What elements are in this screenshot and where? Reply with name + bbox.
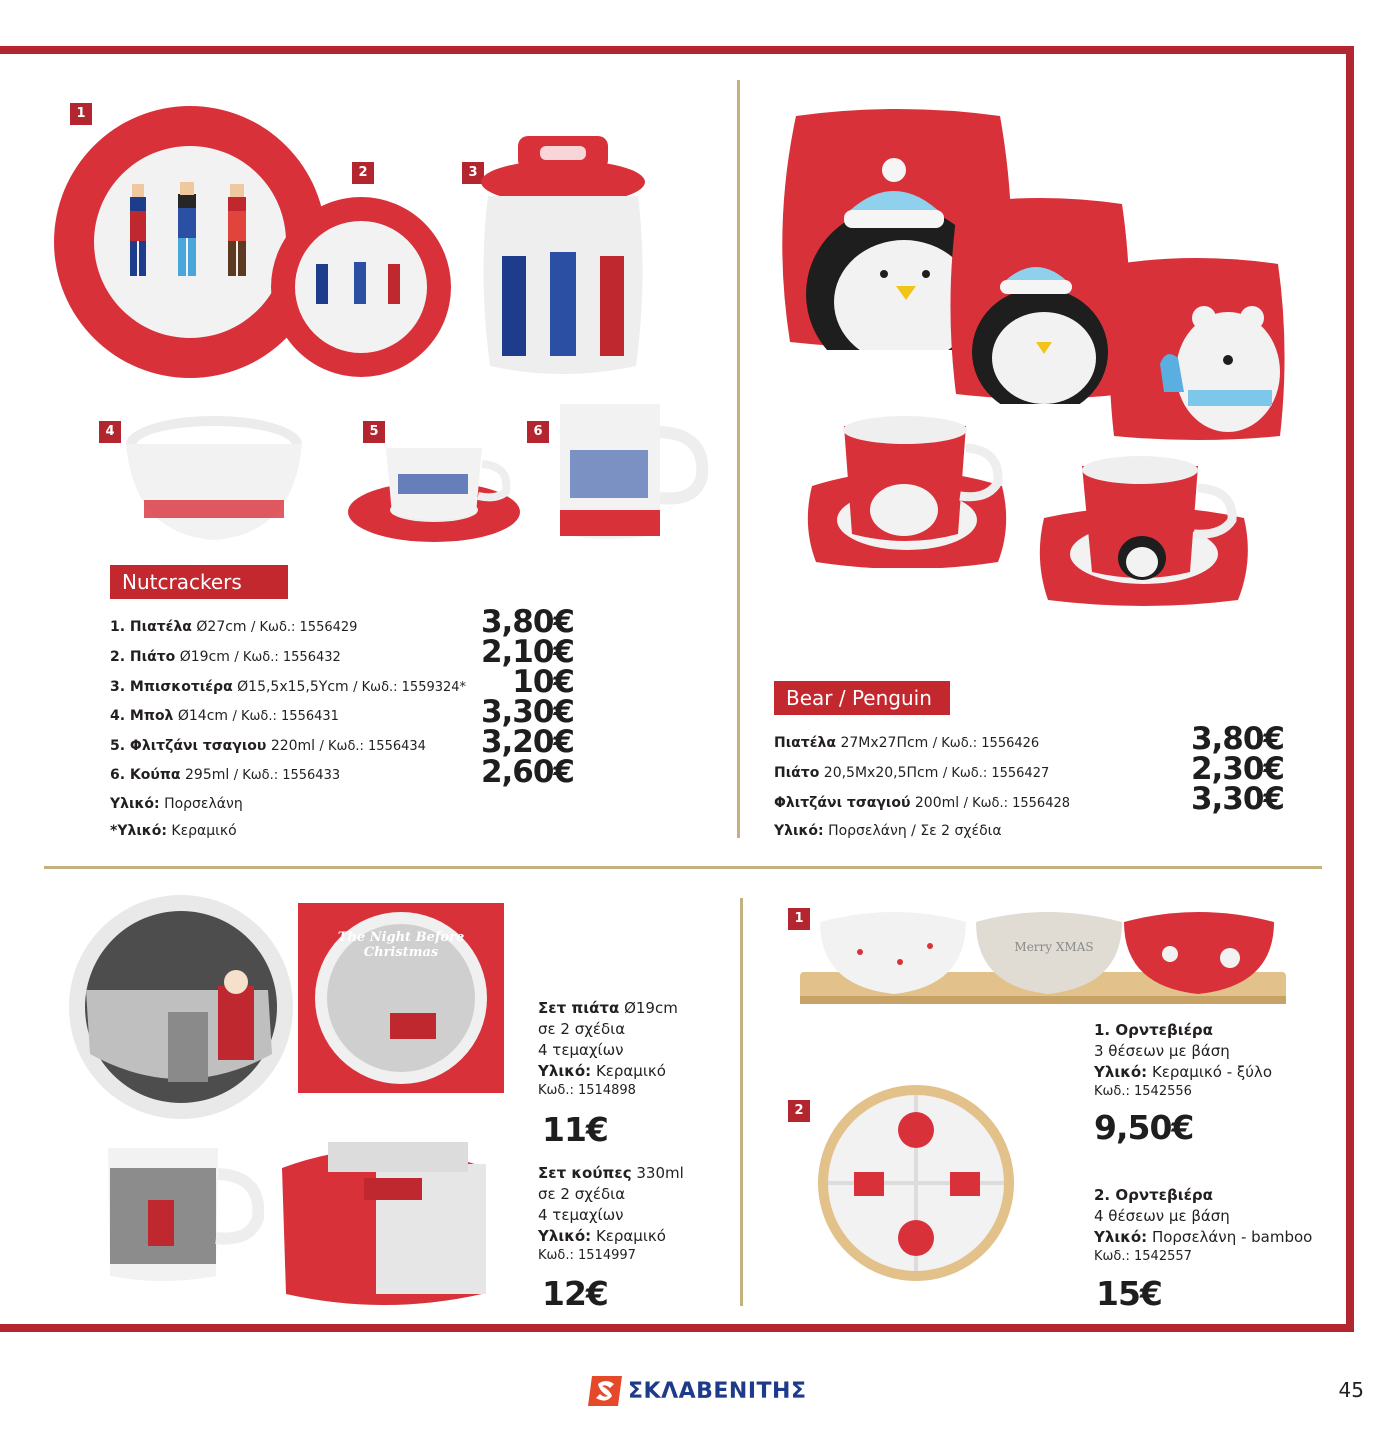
nutcracker-material: Υλικό: Πορσελάνη bbox=[110, 796, 243, 812]
divider-horizontal bbox=[44, 866, 1322, 869]
nutcracker-item-6: 6. Κούπα 295ml / Κωδ.: 1556433 bbox=[110, 767, 341, 783]
serving-item-2-price: 15€ bbox=[1096, 1274, 1162, 1313]
serving-bowl-text: Merry XMAS bbox=[1014, 940, 1094, 954]
bear-cup-saucer-image bbox=[802, 416, 1012, 568]
night-plate-image bbox=[68, 894, 294, 1120]
bear-item-1: Πιατέλα 27Mx27Πcm / Κωδ.: 1556426 bbox=[774, 735, 1040, 751]
nutcracker-price-2: 2,10€ bbox=[480, 634, 574, 670]
serving-tray-3-bowls-image bbox=[800, 902, 1286, 1014]
nutcracker-cup-saucer-image bbox=[346, 434, 522, 544]
nutcracker-mug-image bbox=[556, 394, 712, 544]
nutcrackers-title-banner: Nutcrackers bbox=[110, 565, 288, 599]
brand-name: ΣΚΛΑΒΕΝΙΤΗΣ bbox=[628, 1378, 807, 1404]
divider-vertical-top bbox=[737, 80, 740, 838]
nutcracker-plate-image bbox=[268, 194, 454, 380]
badge-5: 5 bbox=[363, 421, 385, 443]
night-mugs-price: 12€ bbox=[542, 1274, 608, 1313]
badge-6: 6 bbox=[527, 421, 549, 443]
serving-tray-4-sections-image bbox=[816, 1078, 1016, 1288]
serving-item-2-info: 2. Ορντεβιέρα 4 θέσεων με βάση Υλικό: Πορσελάνη - bamboo Κωδ.: 1542557 bbox=[1094, 1186, 1313, 1264]
nutcracker-price-6: 2,60€ bbox=[480, 754, 574, 790]
bear-plate-image bbox=[1104, 252, 1290, 444]
bear-price-2: 2,30€ bbox=[1190, 751, 1284, 787]
night-box-text: The Night Before Christmas bbox=[337, 930, 465, 960]
bear-item-2: Πιάτο 20,5Mx20,5Πcm / Κωδ.: 1556427 bbox=[774, 765, 1050, 781]
serving-badge-1: 1 bbox=[788, 908, 810, 930]
nutcracker-item-5: 5. Φλιτζάνι τσαγιου 220ml / Κωδ.: 1556434 bbox=[110, 738, 426, 754]
night-plates-price: 11€ bbox=[542, 1110, 608, 1149]
bear-penguin-title-banner: Bear / Penguin bbox=[774, 681, 950, 715]
serving-item-1-price: 9,50€ bbox=[1094, 1108, 1194, 1147]
nutcracker-item-3: 3. Μπισκοτιέρα Ø15,5x15,5Ycm / Κωδ.: 1559324* bbox=[110, 679, 467, 695]
bear-price-3: 3,30€ bbox=[1190, 781, 1284, 817]
serving-item-1-info: 1. Ορντεβιέρα 3 θέσεων με βάση Υλικό: Κεραμικό - ξύλο Κωδ.: 1542556 bbox=[1094, 1021, 1272, 1099]
page-number: 45 bbox=[1338, 1378, 1364, 1402]
badge-2: 2 bbox=[352, 162, 374, 184]
night-mugs-box-image bbox=[268, 1134, 500, 1308]
nutcracker-cookie-jar-image bbox=[478, 136, 648, 378]
nutcracker-price-5: 3,20€ bbox=[480, 724, 574, 760]
badge-1: 1 bbox=[70, 103, 92, 125]
brand-logo-icon bbox=[588, 1376, 622, 1406]
nutcracker-price-3: 10€ bbox=[512, 664, 574, 700]
nutcracker-material-2: *Υλικό: Κεραμικό bbox=[110, 823, 237, 839]
nutcracker-bowl-image bbox=[124, 414, 304, 542]
divider-vertical-bottom bbox=[740, 898, 743, 1306]
bear-price-1: 3,80€ bbox=[1190, 721, 1284, 757]
badge-4: 4 bbox=[99, 421, 121, 443]
nutcracker-item-4: 4. Μπολ Ø14cm / Κωδ.: 1556431 bbox=[110, 708, 339, 724]
serving-badge-2: 2 bbox=[788, 1100, 810, 1122]
bear-material: Υλικό: Πορσελάνη / Σε 2 σχέδια bbox=[774, 823, 1002, 839]
bear-item-3: Φλιτζάνι τσαγιού 200ml / Κωδ.: 1556428 bbox=[774, 795, 1071, 811]
nutcracker-price-1: 3,80€ bbox=[480, 604, 574, 640]
nutcracker-item-2: 2. Πιάτο Ø19cm / Κωδ.: 1556432 bbox=[110, 649, 341, 665]
night-mugs-info: Σετ κούπες 330ml σε 2 σχέδια 4 τεμαχίων Υλικό: Κεραμικό Κωδ.: 1514997 bbox=[538, 1164, 684, 1263]
nutcracker-item-1: 1. Πιατέλα Ø27cm / Κωδ.: 1556429 bbox=[110, 619, 358, 635]
badge-3: 3 bbox=[462, 162, 484, 184]
penguin-cup-saucer-image bbox=[1034, 456, 1254, 606]
brand-logo bbox=[588, 1376, 806, 1406]
night-mug-image bbox=[104, 1138, 264, 1286]
night-plates-info: Σετ πιάτα Ø19cm σε 2 σχέδια 4 τεμαχίων Υλικό: Κεραμικό Κωδ.: 1514898 bbox=[538, 999, 678, 1098]
nutcracker-price-4: 3,30€ bbox=[480, 694, 574, 730]
